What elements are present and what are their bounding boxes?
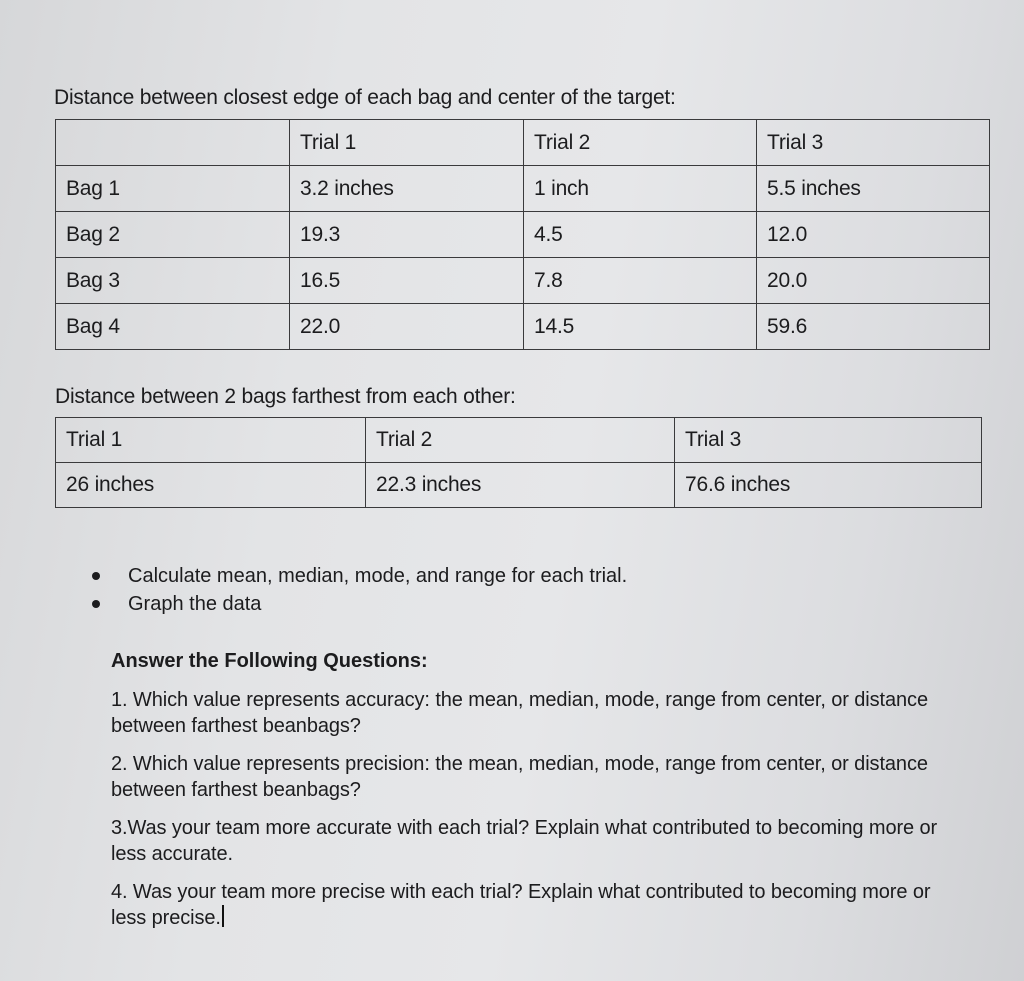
farthest-bags-table [55,417,982,508]
question-1: 1. Which value represents accuracy: the mean, median, mode, range from center, or distance between farthest beanbags? [111,689,928,737]
table-cell: 19.3 [290,212,524,258]
table-cell: 26 inches [56,463,366,508]
list-item [88,562,627,590]
table-cell: 59.6 [757,304,990,350]
table-row [56,304,990,350]
table-cell: 1 inch [524,166,757,212]
table-row [56,463,982,508]
row-label: Bag 1 [56,166,290,212]
question-4-text: 4. Was your team more precise with each trial? Explain what contributed to becoming more or less precise. [111,881,931,929]
text-cursor-icon [222,905,224,927]
instruction-list [88,562,627,618]
header-cell-trial-2: Trial 2 [524,120,757,166]
row-label: Bag 2 [56,212,290,258]
table-cell: 3.2 inches [290,166,524,212]
header-cell-empty [56,120,290,166]
header-cell-trial-3: Trial 3 [675,418,982,463]
questions-title: Answer the Following Questions: [111,650,428,672]
row-label: Bag 4 [56,304,290,350]
table-cell: 20.0 [757,258,990,304]
row-label: Bag 3 [56,258,290,304]
table-cell: 16.5 [290,258,524,304]
list-item [88,590,627,618]
table-cell: 22.0 [290,304,524,350]
table-cell: 4.5 [524,212,757,258]
table-row [56,258,990,304]
question-4[interactable] [111,879,961,931]
header-cell-trial-1: Trial 1 [56,418,366,463]
table-cell: 12.0 [757,212,990,258]
question-3: 3.Was your team more accurate with each trial? Explain what contributed to becoming more or less accurate. [111,817,938,865]
list-item-text: Calculate mean, median, mode, and range for each trial. [128,565,628,587]
table-cell: 7.8 [524,258,757,304]
bullet-dot-icon [92,600,100,608]
header-cell-trial-2: Trial 2 [366,418,675,463]
questions-section [111,650,961,943]
table-cell: 14.5 [524,304,757,350]
question-2: 2. Which value represents precision: the mean, median, mode, range from center, or distance between farthest beanbags? [111,753,928,801]
table-row [56,166,990,212]
header-cell-trial-3: Trial 3 [757,120,990,166]
header-cell-trial-1: Trial 1 [290,120,524,166]
bullet-dot-icon [92,572,100,580]
table-cell: 22.3 inches [366,463,675,508]
table-header-row [56,120,990,166]
closest-edge-table [55,119,990,350]
table-header-row [56,418,982,463]
table-cell: 76.6 inches [675,463,982,508]
table-row [56,212,990,258]
table2-heading: Distance between 2 bags farthest from each other: [55,385,516,408]
table1-heading: Distance between closest edge of each bag and center of the target: [54,86,676,109]
list-item-text: Graph the data [128,593,262,615]
table-cell: 5.5 inches [757,166,990,212]
